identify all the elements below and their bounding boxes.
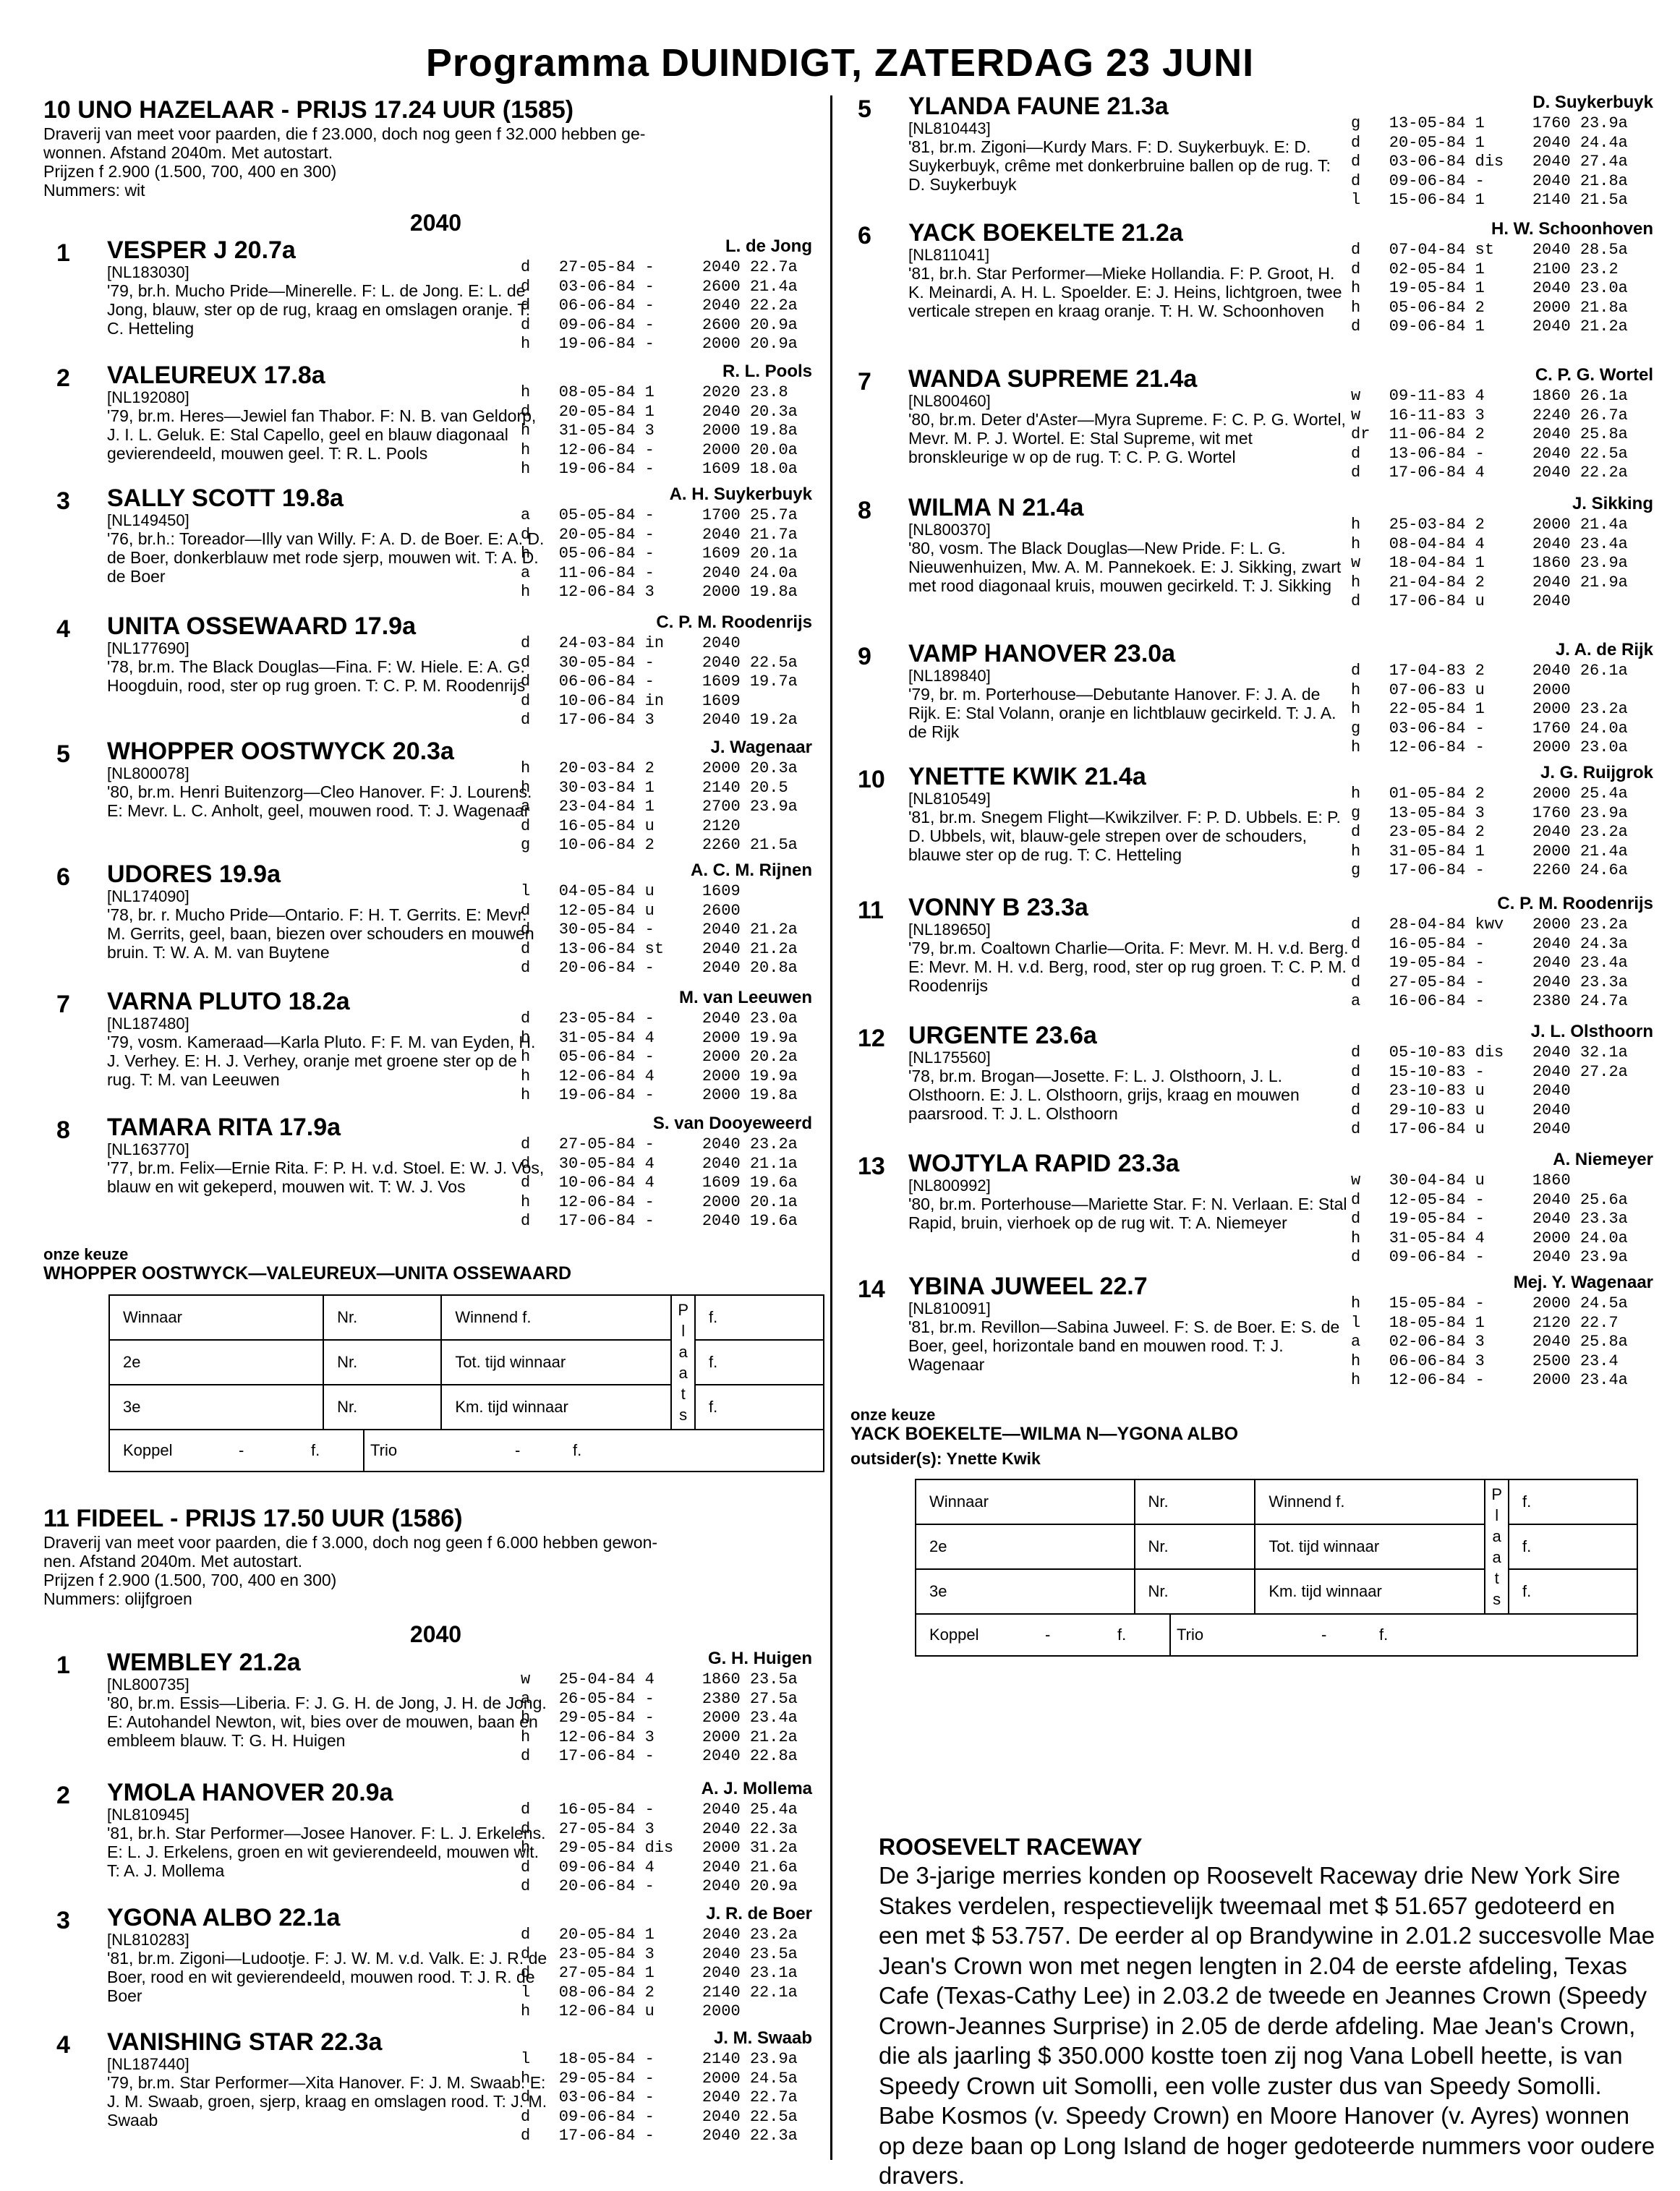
koppel-dash: - <box>1045 1626 1051 1644</box>
nr-label: Nr. <box>1135 1479 1255 1524</box>
onze-keuze-picks: WHOPPER OOSTWYCK—VALEUREUX—UNITA OSSEWAARD <box>43 1263 572 1284</box>
horse-driver: C. P. M. Roodenrijs <box>1497 894 1653 913</box>
koppel-dash: - <box>239 1441 244 1459</box>
plaats-label: P l a a t s <box>1485 1479 1509 1614</box>
horse-number: 8 <box>858 497 871 524</box>
winnend-label: Winnend f. <box>1255 1479 1485 1524</box>
horse-name: WILMA N 21.4a <box>908 494 1084 521</box>
trio-f: f. <box>1379 1626 1389 1644</box>
horse-description: '81, br.h. Star Performer—Mieke Hollandia. F: P. Groot, H. K. Meinardi, A. H. L. Spoelder. E: J. Heins, lichtgroen, twee verticale strepen en kraag oranje. T: H. W. Schoonhoven <box>908 264 1342 320</box>
onze-keuze-label: onze keuze <box>850 1406 936 1424</box>
race-10-info-2: wonnen. Afstand 2040m. Met autostart. <box>43 143 333 162</box>
horse-number: 8 <box>56 1116 70 1144</box>
horse-results: h 08-05-84 1 2020 23.8 d 20-05-84 1 2040 20.3a h 31-05-84 3 2000 19.8a h 12-06-84 - 2000 20.0a h 19-06-84 - 1609 18.0a <box>521 383 798 478</box>
horse-code: [NL189650] <box>908 921 991 939</box>
horse-description: '79, br.m. Star Performer—Xita Hanover. F: J. M. Swaab. E: J. M. Swaab, groen, sjerp, kraag en omslagen rood. T: J. M. Swaab <box>107 2073 547 2130</box>
horse-code: [NL187480] <box>107 1015 189 1033</box>
horse-driver: A. Niemeyer <box>1553 1150 1653 1169</box>
horse-number: 7 <box>56 991 70 1018</box>
horse-results: d 28-04-84 kwv 2000 23.2a d 16-05-84 - 2040 24.3a d 19-05-84 - 2040 23.4a d 27-05-84 - 2040 23.3a a 16-06-84 - 2380 24.7a <box>1351 915 1628 1010</box>
horse-number: 1 <box>56 1652 70 1679</box>
horse-description: '77, br.m. Felix—Ernie Rita. F: P. H. v.d. Stoel. E: W. J. Vos, blauw en wit gekeperd, mouwen wit. T: W. J. Vos <box>107 1158 545 1196</box>
race-10-info-4: Nummers: wit <box>43 181 145 200</box>
horse-driver: J. M. Swaab <box>713 2028 812 2048</box>
horse-code: [NL189840] <box>908 667 991 685</box>
horse-results: d 27-05-84 - 2040 23.2a d 30-05-84 4 2040 21.1a d 10-06-84 4 1609 19.6a h 12-06-84 - 2000 20.1a d 17-06-84 - 2040 19.6a <box>521 1135 798 1230</box>
tot-tijd-label: Tot. tijd winnaar <box>1255 1524 1485 1569</box>
horse-description: '81, br.h. Star Performer—Josee Hanover. F: L. J. Erkelens. E: L. J. Erkelens, groen en wit gevierendeeld, mouwen wit. T: A. J. Mollema <box>107 1824 546 1880</box>
race-11-title: 11 FIDEEL - PRIJS 17.50 UUR (1586) <box>43 1505 463 1532</box>
plaats-f-2: f. <box>1509 1524 1637 1569</box>
onze-keuze-label: onze keuze <box>43 1245 129 1263</box>
horse-results: h 01-05-84 2 2000 25.4a g 13-05-84 3 1760 23.9a d 23-05-84 2 2040 23.2a h 31-05-84 1 2000 21.4a g 17-06-84 - 2260 24.6a <box>1351 785 1628 879</box>
horse-description: '80, br.m. Deter d'Aster—Myra Supreme. F: C. P. G. Wortel, Mevr. M. P. J. Wortel. E: Stal Supreme, wit met bronskleurige w op de rug. T: C. P. G. Wortel <box>908 410 1346 466</box>
koppel-label: Koppel <box>123 1441 173 1459</box>
horse-number: 10 <box>858 766 885 793</box>
horse-results: w 09-11-83 4 1860 26.1a w 16-11-83 3 2240 26.7a dr 11-06-84 2 2040 25.8a d 13-06-84 - 2040 22.5a d 17-06-84 4 2040 22.2a <box>1351 387 1628 482</box>
horse-description: '81, br.m. Zigoni—Ludootje. F: J. W. M. v.d. Valk. E: J. R. de Boer, rood en wit gevierendeeld, mouwen rood. T: J. R. de Boer <box>107 1949 547 2005</box>
horse-code: [NL174090] <box>107 887 189 905</box>
horse-driver: A. C. M. Rijnen <box>691 860 812 880</box>
outsider-label: outsider(s): Ynette Kwik <box>850 1449 1041 1468</box>
trio-dash: - <box>1321 1626 1327 1644</box>
race-10-pick-box <box>108 1294 824 1472</box>
horse-driver: R. L. Pools <box>722 362 812 381</box>
horse-number: 7 <box>858 368 871 396</box>
horse-code: [NL163770] <box>107 1140 189 1158</box>
race-11-info-3: Prijzen f 2.900 (1.500, 700, 400 en 300) <box>43 1571 337 1589</box>
nr-label: Nr. <box>323 1295 441 1340</box>
km-tijd-label: Km. tijd winnaar <box>441 1385 671 1430</box>
horse-driver: J. R. de Boer <box>706 1904 812 1923</box>
horse-number: 3 <box>56 487 70 515</box>
horse-results: d 05-10-83 dis 2040 32.1a d 15-10-83 - 2040 27.2a d 23-10-83 u 2040 d 29-10-83 u 2040 d 17-06-84 u 2040 <box>1351 1043 1628 1138</box>
race-11-info-4: Nummers: olijfgroen <box>43 1589 192 1608</box>
horse-code: [NL183030] <box>107 263 189 281</box>
horse-number: 12 <box>858 1025 885 1052</box>
horse-results: l 04-05-84 u 1609 d 12-05-84 u 2600 d 30-05-84 - 2040 21.2a d 13-06-84 st 2040 21.2a d 20-06-84 - 2040 20.8a <box>521 882 798 977</box>
horse-driver: J. A. de Rijk <box>1555 640 1653 659</box>
horse-code: [NL192080] <box>107 388 189 406</box>
race-11-info-1: Draverij van meet voor paarden, die f 3.000, doch nog geen f 6.000 hebben gewon- <box>43 1533 658 1552</box>
horse-name: VESPER J 20.7a <box>107 236 296 264</box>
horse-name: YMOLA HANOVER 20.9a <box>107 1779 393 1806</box>
horse-description: '79, br. m. Porterhouse—Debutante Hanover. F: J. A. de Rijk. E: Stal Volann, oranje en lichtblauw gecirkeld. T: J. A. de Rijk <box>908 685 1336 741</box>
horse-description: '80, br.m. Henri Buitenzorg—Cleo Hanover. F: J. Lourens. E: Mevr. L. C. Anholt, geel, mouwen rood. T: J. Wagenaar <box>107 782 532 820</box>
horse-name: WHOPPER OOSTWYCK 20.3a <box>107 738 454 765</box>
horse-number: 6 <box>858 222 871 249</box>
horse-description: '78, br.m. The Black Douglas—Fina. F: W. Hiele. E: A. G. Hoogduin, rood, ster op rug groen. T: C. P. M. Roodenrijs <box>107 657 526 695</box>
horse-driver: J. Sikking <box>1572 494 1653 513</box>
horse-code: [NL810091] <box>908 1299 991 1317</box>
horse-name: YBINA JUWEEL 22.7 <box>908 1273 1148 1300</box>
plaats-f-3: f. <box>1509 1569 1637 1614</box>
horse-number: 2 <box>56 1782 70 1809</box>
race-10-distance: 2040 <box>409 210 462 236</box>
nr-label: Nr. <box>1135 1569 1255 1614</box>
nr-label: Nr. <box>1135 1524 1255 1569</box>
trio-f: f. <box>573 1441 582 1459</box>
horse-results: d 07-04-84 st 2040 28.5a d 02-05-84 1 2100 23.2 h 19-05-84 1 2040 23.0a h 05-06-84 2 2000 21.8a d 09-06-84 1 2040 21.2a <box>1351 241 1628 336</box>
horse-results: l 18-05-84 - 2140 23.9a h 29-05-84 - 2000 24.5a d 03-06-84 - 2040 22.7a d 09-06-84 - 2040 22.5a d 17-06-84 - 2040 22.3a <box>521 2050 798 2145</box>
horse-driver: C. P. G. Wortel <box>1535 365 1653 385</box>
horse-number: 11 <box>858 897 884 924</box>
plaats-label: P l a a t s <box>671 1295 695 1430</box>
plaats-f-1: f. <box>695 1295 824 1340</box>
horse-code: [NL149450] <box>107 511 189 529</box>
horse-name: WANDA SUPREME 21.4a <box>908 365 1198 393</box>
horse-code: [NL810443] <box>908 119 991 137</box>
horse-description: '80, vosm. The Black Douglas—New Pride. F: L. G. Nieuwenhuizen, Mw. A. M. Pannekoek. E: J. Sikking, zwart met rood diagonaal kruis, mouwen gecirkeld. T: J. Sikking <box>908 539 1342 595</box>
horse-description: '78, br.m. Brogan—Josette. F: L. J. Olsthoorn, J. L. Olsthoorn. E: J. L. Olsthoorn, grijs, kraag en mouwen paarsrood. T: J. L. Olsthoorn <box>908 1067 1300 1123</box>
horse-driver: J. L. Olsthoorn <box>1530 1022 1653 1041</box>
horse-description: '81, br.m. Zigoni—Kurdy Mars. F: D. Suykerbuyk. E: D. Suykerbuyk, crême met donkerbruine ballen op de rug. T: D. Suykerbuyk <box>908 137 1331 194</box>
horse-description: '78, br. r. Mucho Pride—Ontario. F: H. T. Gerrits. E: Mevr. M. Gerrits, geel, baan, biezen over schouders en mouwen bruin. T: W. A. M. van Buytene <box>107 905 534 962</box>
horse-name: YGONA ALBO 22.1a <box>107 1904 341 1931</box>
horse-code: [NL810549] <box>908 790 991 808</box>
horse-number: 6 <box>56 863 70 891</box>
koppel-trio-row <box>108 1430 824 1472</box>
horse-name: WOJTYLA RAPID 23.3a <box>908 1150 1180 1177</box>
horse-description: '81, br.m. Revillon—Sabina Juweel. F: S. de Boer. E: S. de Boer, geel, horizontale band en mouwen rood. T: J. Wagenaar <box>908 1317 1340 1374</box>
horse-name: TAMARA RITA 17.9a <box>107 1114 341 1141</box>
horse-number: 3 <box>56 1907 70 1934</box>
horse-driver: A. H. Suykerbuyk <box>669 484 812 504</box>
horse-code: [NL177690] <box>107 639 189 657</box>
plaats-f-1: f. <box>1509 1479 1637 1524</box>
horse-code: [NL800460] <box>908 392 991 410</box>
article-title: ROOSEVELT RACEWAY <box>879 1834 1143 1860</box>
tweede-label: 2e <box>916 1524 1135 1569</box>
horse-number: 9 <box>858 643 871 670</box>
derde-label: 3e <box>109 1385 323 1430</box>
winnaar-label: Winnaar <box>109 1295 323 1340</box>
race-11-onze-keuze <box>850 1406 1238 1469</box>
horse-driver: S. van Dooyeweerd <box>652 1114 812 1133</box>
koppel-trio-row <box>915 1615 1638 1657</box>
horse-description: '79, br.h. Mucho Pride—Minerelle. F: L. de Jong. E: L. de Jong, blauw, ster op de rug, kraag en omslagen oranje. T: C. Hetteling <box>107 281 531 338</box>
race-11-info-2: nen. Afstand 2040m. Met autostart. <box>43 1552 302 1571</box>
horse-results: a 05-05-84 - 1700 25.7a d 20-05-84 - 2040 21.7a h 05-06-84 - 1609 20.1a a 11-06-84 - 2040 24.0a h 12-06-84 3 2000 19.8a <box>521 506 798 601</box>
plaats-f-3: f. <box>695 1385 824 1430</box>
koppel-f: f. <box>1117 1626 1127 1644</box>
race-10-info-3: Prijzen f 2.900 (1.500, 700, 400 en 300) <box>43 162 337 181</box>
race-11-pick-box <box>915 1479 1638 1657</box>
article-body: De 3-jarige merries konden op Roosevelt Raceway drie New York Sire Stakes verdelen, respectievelijk tweemaal met $ 51.657 gedoteerd en een met $ 53.757. De eerder al op Brandywine in 2.01.2 succesvolle Mae Jean's Crown won met negen lengten in 2.04 de eerste afdeling, Texas Cafe (Texas-Cathy Lee) in 2.03.2 de tweede en Jeannes Crown (Speedy Crown-Jeannes Surprise) in 2.05 de derde afdeling. Mae Jean's Crown, die als jaarling $ 350.000 kostte toen zij nog Vana Lobell heette, is van Speedy Crown uit Somolli, een volle zuster dus van Speedy Somolli. Babe Kosmos (v. Speedy Crown) en Moore Hanover (v. Ayres) wonnen op deze baan op Long Island de hoger gedoteerde nummers voor oudere dravers. <box>879 1862 1655 2189</box>
horse-results: d 17-04-83 2 2040 26.1a h 07-06-83 u 2000 h 22-05-84 1 2000 23.2a g 03-06-84 - 1760 24.0a h 12-06-84 - 2000 23.0a <box>1351 662 1628 756</box>
horse-results: h 15-05-84 - 2000 24.5a l 18-05-84 1 2120 22.7 a 02-06-84 3 2040 25.8a h 06-06-84 3 2500 23.4 h 12-06-84 - 2000 23.4a <box>1351 1294 1628 1389</box>
horse-description: '80, br.m. Essis—Liberia. F: J. G. H. de Jong, J. H. de Jong. E: Autohandel Newton, wit, bies over de mouwen, baan en embleem blauw. T: G. H. Huigen <box>107 1694 547 1750</box>
page-title: Programma DUINDIGT, ZATERDAG 23 JUNI <box>425 41 1255 85</box>
horse-results: d 16-05-84 - 2040 25.4a d 27-05-84 3 2040 22.3a h 29-05-84 dis 2000 31.2a d 09-06-84 4 2040 21.6a d 20-06-84 - 2040 20.9a <box>521 1801 798 1895</box>
tweede-label: 2e <box>109 1340 323 1385</box>
tot-tijd-label: Tot. tijd winnaar <box>441 1340 671 1385</box>
horse-description: '79, vosm. Kameraad—Karla Pluto. F: F. M. van Eyden, H. J. Verhey. E: H. J. Verhey, oranje met groene ster op de rug. T: M. van Leeuwen <box>107 1033 536 1089</box>
horse-name: YLANDA FAUNE 21.3a <box>908 93 1169 120</box>
horse-driver: M. van Leeuwen <box>678 988 812 1007</box>
horse-code: [NL811041] <box>908 246 990 264</box>
race-11-distance: 2040 <box>409 1621 462 1647</box>
horse-driver: D. Suykerbuyk <box>1532 93 1653 112</box>
horse-code: [NL800735] <box>107 1675 189 1694</box>
horse-number: 4 <box>56 615 70 643</box>
onze-keuze-picks: YACK BOEKELTE—WILMA N—YGONA ALBO <box>850 1424 1239 1444</box>
horse-driver: L. de Jong <box>725 236 812 256</box>
race-10-header <box>43 95 821 237</box>
winnaar-label: Winnaar <box>916 1479 1135 1524</box>
horse-results: h 25-03-84 2 2000 21.4a h 08-04-84 4 2040 23.4a w 18-04-84 1 1860 23.9a h 21-04-84 2 2040 21.9a d 17-06-84 u 2040 <box>1351 516 1628 610</box>
horse-results: d 20-05-84 1 2040 23.2a d 23-05-84 3 2040 23.5a d 27-05-84 1 2040 23.1a l 08-06-84 2 2140 22.1a h 12-06-84 u 2000 <box>521 1926 798 2020</box>
horse-results: g 13-05-84 1 1760 23.9a d 20-05-84 1 2040 24.4a d 03-06-84 dis 2040 27.4a d 09-06-84 - 2040 21.8a l 15-06-84 1 2140 21.5a <box>1351 114 1628 209</box>
horse-number: 4 <box>56 2031 70 2059</box>
horse-description: '81, br.m. Snegem Flight—Kwikzilver. F: P. D. Ubbels. E: P. D. Ubbels, wit, blauw-gele strepen over de schouders, blauwe ster op de rug. T: C. Hetteling <box>908 808 1341 864</box>
horse-description: '79, br.m. Heres—Jewiel fan Thabor. F: N. B. van Geldorp, J. I. L. Geluk. E: Stal Capello, geel en blauw diagonaal gevierendeeld, mouwen geel. T: R. L. Pools <box>107 406 537 463</box>
horse-number: 14 <box>858 1276 885 1303</box>
horse-code: [NL810283] <box>107 1931 189 1949</box>
race-10-info-1: Draverij van meet voor paarden, die f 23.000, doch nog geen f 32.000 hebben ge- <box>43 124 646 143</box>
horse-number: 5 <box>56 740 70 768</box>
horse-name: UNITA OSSEWAARD 17.9a <box>107 612 416 640</box>
horse-driver: J. G. Ruijgrok <box>1540 763 1653 782</box>
horse-name: VALEUREUX 17.8a <box>107 362 325 389</box>
km-tijd-label: Km. tijd winnaar <box>1255 1569 1485 1614</box>
horse-code: [NL800992] <box>908 1176 991 1195</box>
horse-name: YNETTE KWIK 21.4a <box>908 763 1146 790</box>
winnend-label: Winnend f. <box>441 1295 671 1340</box>
horse-name: VARNA PLUTO 18.2a <box>107 988 350 1015</box>
horse-results: d 23-05-84 - 2040 23.0a h 31-05-84 4 2000 19.9a h 05-06-84 - 2000 20.2a h 12-06-84 4 2000 19.9a h 19-06-84 - 2000 19.8a <box>521 1009 798 1104</box>
horse-name: VANISHING STAR 22.3a <box>107 2028 383 2056</box>
horse-code: [NL800370] <box>908 521 991 539</box>
horse-number: 5 <box>858 95 871 123</box>
horse-driver: Mej. Y. Wagenaar <box>1513 1273 1653 1292</box>
roosevelt-article <box>879 1833 1660 2191</box>
horse-code: [NL800078] <box>107 764 189 782</box>
horse-driver: A. J. Mollema <box>701 1779 812 1798</box>
koppel-f: f. <box>311 1441 320 1459</box>
horse-number: 1 <box>56 239 70 267</box>
horse-results: w 30-04-84 u 1860 d 12-05-84 - 2040 25.6a d 19-05-84 - 2040 23.3a h 31-05-84 4 2000 24.0a d 09-06-84 - 2040 23.9a <box>1351 1171 1628 1266</box>
race-10-onze-keuze <box>43 1246 571 1284</box>
koppel-label: Koppel <box>929 1626 979 1644</box>
horse-results: d 24-03-84 in 2040 d 30-05-84 - 2040 22.5a d 06-06-84 - 1609 19.7a d 10-06-84 in 1609 d 17-06-84 3 2040 19.2a <box>521 634 798 729</box>
horse-number: 13 <box>858 1153 885 1180</box>
horse-driver: C. P. M. Roodenrijs <box>656 612 812 632</box>
column-divider <box>830 95 832 2160</box>
horse-name: URGENTE 23.6a <box>908 1022 1097 1049</box>
derde-label: 3e <box>916 1569 1135 1614</box>
horse-results: h 20-03-84 2 2000 20.3a h 30-03-84 1 2140 20.5 a 23-04-84 1 2700 23.9a d 16-05-84 u 2120 g 10-06-84 2 2260 21.5a <box>521 759 798 854</box>
horse-name: WEMBLEY 21.2a <box>107 1649 301 1676</box>
horse-number: 2 <box>56 364 70 392</box>
horse-description: '76, br.h.: Toreador—Illy van Willy. F: A. D. de Boer. E: A. D. de Boer, donkerblauw met rode sjerp, mouwen wit. T: A. D. de Boer <box>107 529 545 586</box>
horse-code: [NL187440] <box>107 2055 189 2073</box>
horse-name: SALLY SCOTT 19.8a <box>107 484 344 512</box>
trio-dash: - <box>515 1441 521 1459</box>
trio-label: Trio <box>363 1430 515 1471</box>
trio-label: Trio <box>1169 1615 1321 1655</box>
horse-name: UDORES 19.9a <box>107 860 281 888</box>
horse-name: YACK BOEKELTE 21.2a <box>908 219 1183 247</box>
race-10-title: 10 UNO HAZELAAR - PRIJS 17.24 UUR (1585) <box>43 96 574 124</box>
horse-results: d 27-05-84 - 2040 22.7a d 03-06-84 - 2600 21.4a d 06-06-84 - 2040 22.2a d 09-06-84 - 2600 20.9a h 19-06-84 - 2000 20.9a <box>521 258 798 353</box>
horse-description: '79, br.m. Coaltown Charlie—Orita. F: Mevr. M. H. v.d. Berg. E: Mevr. M. H. v.d. Berg, rood, ster op rug groen. T: C. P. M. Roodenrijs <box>908 939 1349 995</box>
horse-code: [NL810945] <box>107 1806 189 1824</box>
horse-name: VONNY B 23.3a <box>908 894 1088 921</box>
horse-name: VAMP HANOVER 23.0a <box>908 640 1176 667</box>
horse-code: [NL175560] <box>908 1048 991 1067</box>
nr-label: Nr. <box>323 1385 441 1430</box>
horse-driver: G. H. Huigen <box>708 1649 812 1668</box>
horse-driver: H. W. Schoonhoven <box>1491 219 1653 239</box>
horse-driver: J. Wagenaar <box>710 738 812 757</box>
horse-results: w 25-04-84 4 1860 23.5a a 26-05-84 - 2380 27.5a h 29-05-84 - 2000 23.4a h 12-06-84 3 2000 21.2a d 17-06-84 - 2040 22.8a <box>521 1670 798 1765</box>
nr-label: Nr. <box>323 1340 441 1385</box>
race-11-header <box>43 1504 821 1649</box>
horse-description: '80, br.m. Porterhouse—Mariette Star. F: N. Verlaan. E: Stal Rapid, bruin, vierhoek op de rug wit. T: A. Niemeyer <box>908 1195 1347 1232</box>
plaats-f-2: f. <box>695 1340 824 1385</box>
